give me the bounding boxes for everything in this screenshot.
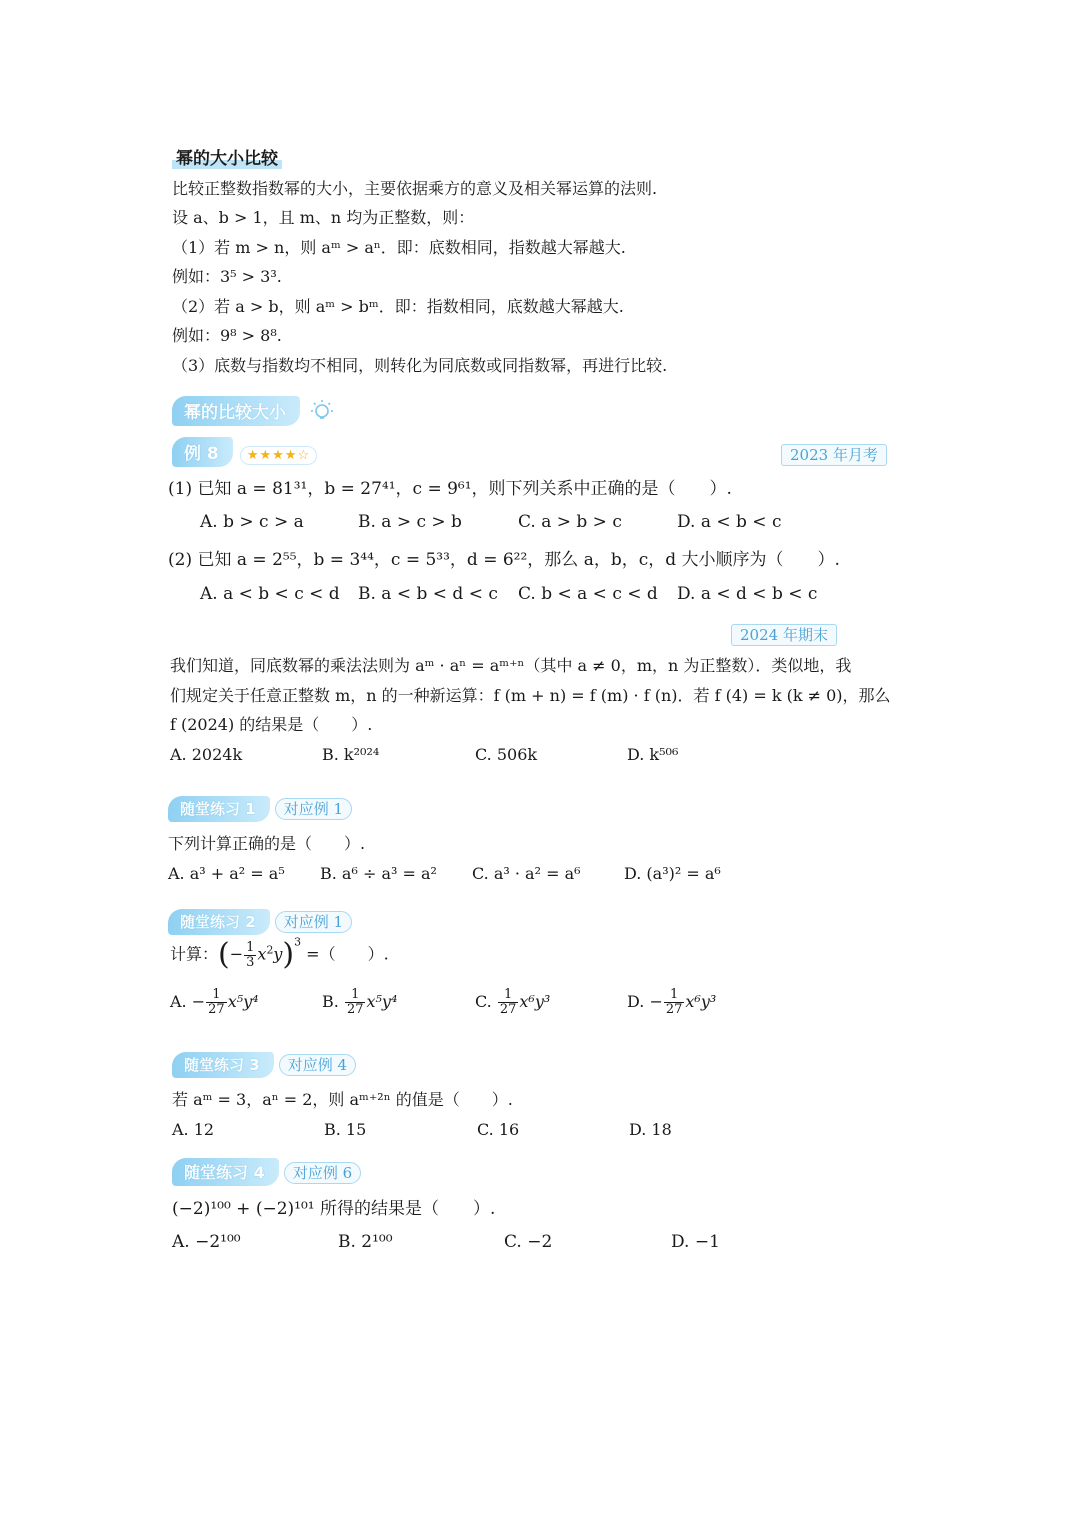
practice2-option-b: B. $\frac{1}{27}$ x⁵y⁴ — [322, 987, 398, 1017]
practice1-option-d: D. (a³)² = a⁶ — [624, 864, 721, 883]
problem2024-line-3: f (2024) 的结果是（ ）. — [170, 715, 373, 734]
practice2-stem: 计算：(− $\frac{1}{3}$ $x^2y)^3$ =（ ）. — [170, 935, 389, 972]
practice4-label: 随堂练习 4 — [172, 1158, 279, 1186]
example8-q1-option-b: B. a > c > b — [358, 512, 462, 532]
practice1-label: 随堂练习 1 — [168, 796, 270, 822]
practice4-stem: (−2)¹⁰⁰ + (−2)¹⁰¹ 所得的结果是（ ）. — [172, 1199, 496, 1219]
section-line-6: 例如：9⁸ > 8⁸. — [172, 326, 282, 345]
problem2024-option-a: A. 2024k — [170, 745, 243, 764]
example8-q2-option-c: C. b < a < c < d — [518, 584, 658, 604]
practice3-stem: 若 aᵐ = 3，aⁿ = 2，则 aᵐ⁺²ⁿ 的值是（ ）. — [172, 1090, 513, 1109]
practice4-option-a: A. −2¹⁰⁰ — [172, 1232, 241, 1252]
practice4-tag: 对应例 6 — [284, 1162, 361, 1184]
practice3-option-a: A. 12 — [172, 1120, 215, 1139]
example8-tag — [781, 444, 887, 466]
practice3-option-b: B. 15 — [324, 1120, 367, 1139]
lightbulb-icon — [307, 399, 337, 429]
practice4-option-b: B. 2¹⁰⁰ — [338, 1232, 393, 1252]
problem2024-tag-text: 2024 年期末 — [731, 624, 837, 646]
example8-tag-text: 2023 年月考 — [781, 444, 887, 466]
practice2-tag: 对应例 1 — [275, 911, 352, 933]
problem2024-tag — [731, 624, 837, 646]
practice3-option-d: D. 18 — [629, 1120, 672, 1139]
practice2-option-d: D. − $\frac{1}{27}$ x⁶y³ — [627, 987, 717, 1017]
practice4-option-d: D. −1 — [671, 1232, 720, 1252]
practice2-stem-fraction: $\frac{1}{3}$ — [246, 939, 255, 970]
example8-label: 例 8 — [172, 437, 233, 467]
practice2-stem-prefix: 计算： — [170, 944, 219, 964]
practice2-stem-suffix: =（ ）. — [306, 944, 389, 964]
example8-q1-option-a: A. b > c > a — [200, 512, 304, 532]
problem2024-line-1: 我们知道，同底数幂的乘法法则为 aᵐ · aⁿ = aᵐ⁺ⁿ（其中 a ≠ 0，m，n 为正整数）．类似地，我 — [170, 656, 852, 675]
practice1-option-c: C. a³ · a² = a⁶ — [472, 864, 581, 883]
practice1-option-a: A. a³ + a² = a⁵ — [168, 864, 285, 883]
section-line-2: 设 a、b > 1，且 m、n 均为正整数，则： — [172, 208, 475, 227]
section-line-7: （3）底数与指数均不相同，则转化为同底数或同指数幂，再进行比较. — [172, 356, 668, 375]
practice4-header — [172, 1158, 361, 1186]
practice3-option-c: C. 16 — [477, 1120, 520, 1139]
difficulty-stars: ★★★★☆ — [240, 446, 317, 465]
section-line-4: 例如：3⁵ > 3³. — [172, 267, 282, 286]
practice2-header — [168, 909, 352, 935]
example8-q2-option-b: B. a < b < d < c — [358, 584, 498, 604]
practice3-tag: 对应例 4 — [279, 1054, 356, 1076]
example8-q2-option-d: D. a < d < b < c — [677, 584, 818, 604]
practice4-option-c: C. −2 — [504, 1232, 553, 1252]
problem2024-option-d: D. k⁵⁰⁶ — [627, 745, 679, 764]
practice2-option-c: C. $\frac{1}{27}$ x⁶y³ — [475, 987, 551, 1017]
practice2-option-a: A. − $\frac{1}{27}$ x⁵y⁴ — [170, 987, 259, 1017]
example8-header — [172, 437, 317, 467]
section-line-1: 比较正整数指数幂的大小，主要依据乘方的意义及相关幂运算的法则. — [172, 179, 658, 198]
section-line-5: （2）若 a > b，则 aᵐ > bᵐ．即：指数相同，底数越大幂越大. — [172, 297, 624, 316]
practice3-header — [172, 1052, 356, 1078]
practice1-tag: 对应例 1 — [275, 798, 352, 820]
example8-q2-option-a: A. a < b < c < d — [200, 584, 340, 604]
example8-q1-option-d: D. a < b < c — [677, 512, 782, 532]
practice1-option-b: B. a⁶ ÷ a³ = a² — [320, 864, 437, 883]
section-line-3: （1）若 m > n，则 aᵐ > aⁿ．即：底数相同，指数越大幂越大. — [172, 238, 626, 257]
problem2024-line-2: 们规定关于任意正整数 m，n 的一种新运算：f (m + n) = f (m) · f (n)．若 f (4) = k (k ≠ 0)，那么 — [170, 686, 891, 705]
section-title — [172, 147, 282, 171]
practice1-stem: 下列计算正确的是（ ）. — [168, 834, 366, 853]
topic-banner-label: 幂的比较大小 — [172, 396, 300, 426]
practice1-header — [168, 796, 352, 822]
example8-q1-stem: (1) 已知 a = 81³¹，b = 27⁴¹，c = 9⁶¹，则下列关系中正确的是（ ）. — [168, 479, 732, 499]
section-title-text: 幂的大小比较 — [172, 149, 282, 169]
practice3-label: 随堂练习 3 — [172, 1052, 274, 1078]
problem2024-option-c: C. 506k — [475, 745, 538, 764]
problem2024-option-b: B. k²⁰²⁴ — [322, 745, 380, 764]
example8-q2-stem: (2) 已知 a = 2⁵⁵，b = 3⁴⁴，c = 5³³，d = 6²²，那么 a，b，c，d 大小顺序为（ ）. — [168, 550, 840, 570]
practice2-label: 随堂练习 2 — [168, 909, 270, 935]
example8-q1-option-c: C. a > b > c — [518, 512, 622, 532]
topic-banner — [172, 396, 337, 429]
